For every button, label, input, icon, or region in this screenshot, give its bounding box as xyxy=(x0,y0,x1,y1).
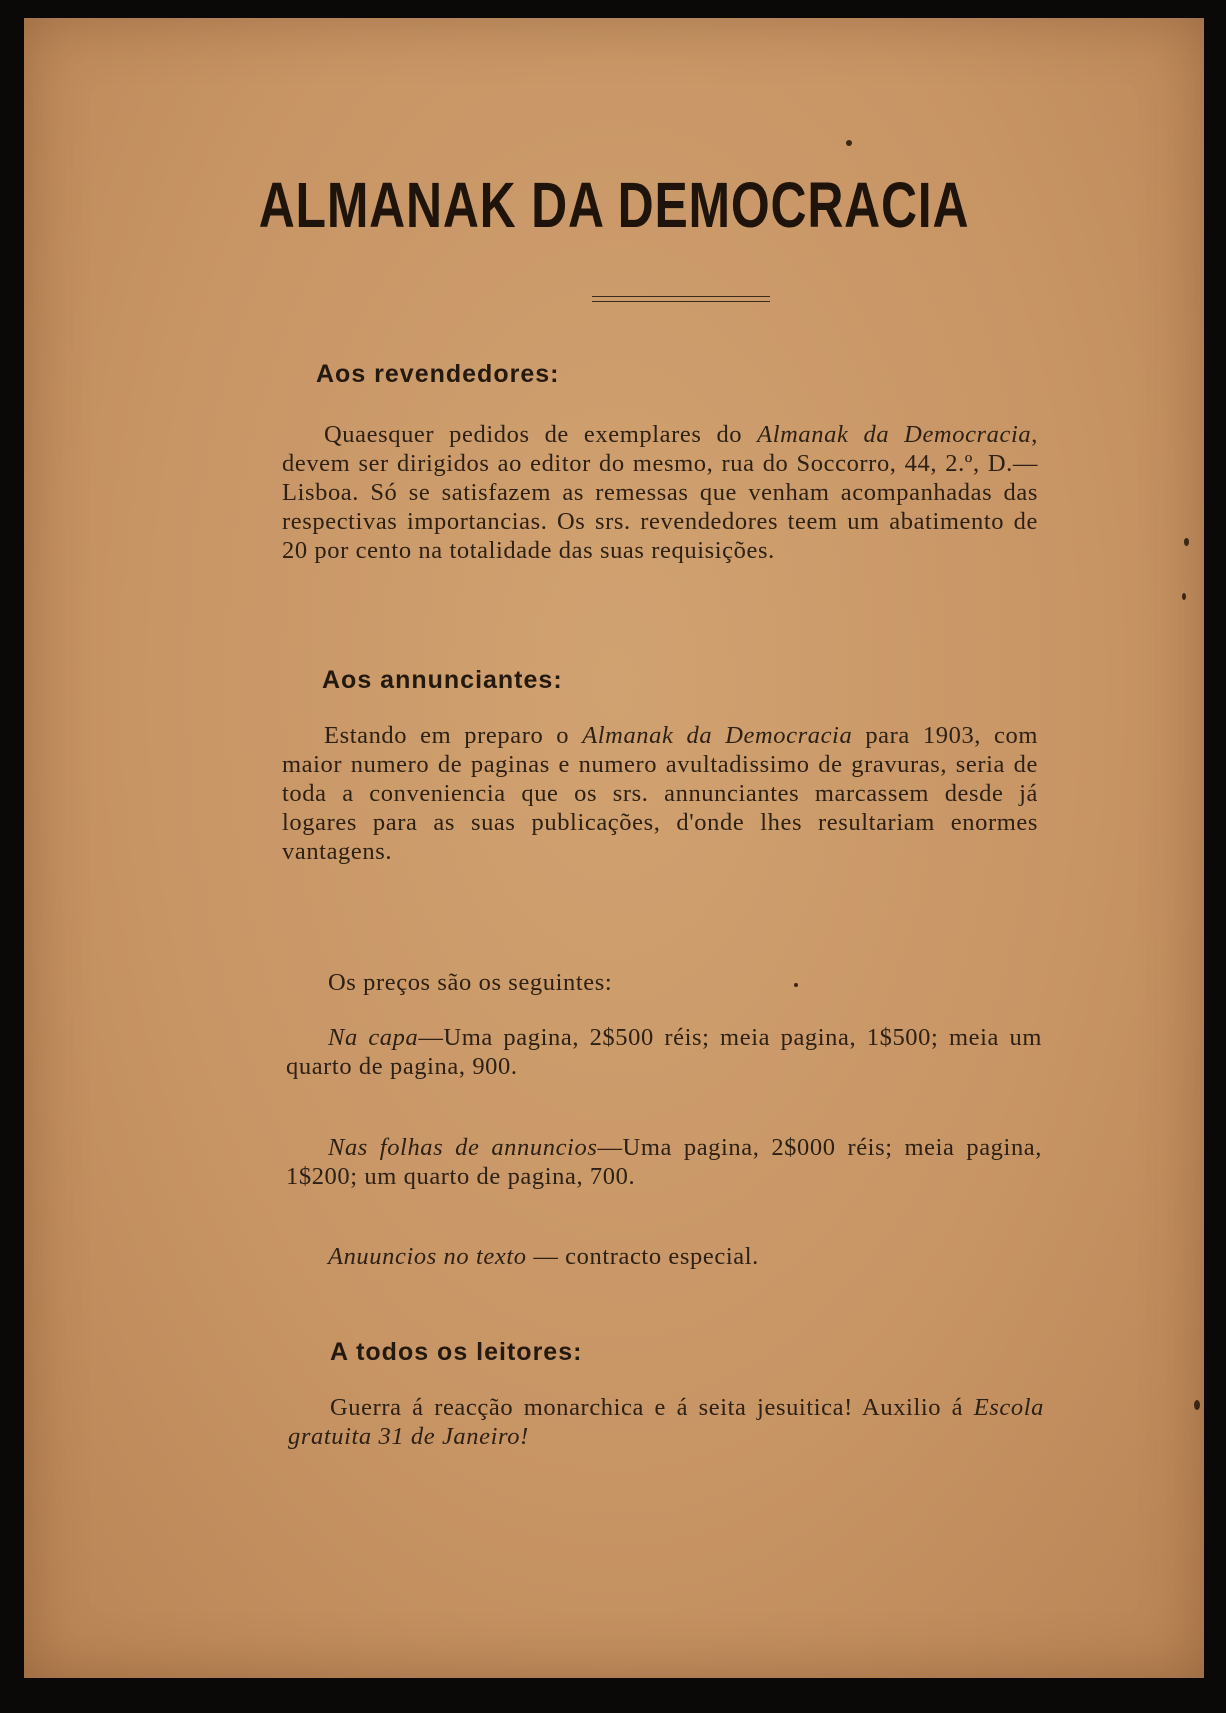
revendedores-italic: Almanak da Democracia xyxy=(757,421,1032,448)
title-rule xyxy=(592,296,770,297)
texto-label: Anuuncios no texto xyxy=(328,1243,527,1270)
revendedores-paragraph xyxy=(282,420,1038,565)
precos-texto xyxy=(328,1242,759,1271)
revendedores-text: Quaesquer pedidos de exemplares do xyxy=(324,421,758,448)
precos-folhas xyxy=(286,1133,1042,1191)
annunciantes-paragraph xyxy=(282,721,1038,866)
precos-capa xyxy=(286,1023,1042,1081)
capa-text: —Uma pagina, 2$500 réis; meia pagina, 1$500; meia um quarto de pagina, 900. xyxy=(286,1024,1042,1080)
annunciantes-text: para 1903, com maior numero de paginas e numero avultadissimo de gravuras, seria de toda a conveniencia que os srs. annunciantes marcassem desde já logares para as suas publicações, d'onde lhes resultariam enormes vantagens. xyxy=(282,722,1039,865)
paper-speck xyxy=(794,983,798,987)
annunciantes-italic: Almanak da Democracia xyxy=(582,722,853,749)
annunciantes-text: Estando em preparo o xyxy=(324,722,583,749)
annunciantes-heading: Aos annunciantes: xyxy=(322,666,563,694)
folhas-label: Nas folhas de annuncios xyxy=(328,1134,598,1161)
revendedores-text: , devem ser dirigidos ao editor do mesmo, rua do Soccorro, 44, 2.º, D.—Lisboa. Só se satisfazem as remessas que venham acompanhadas das respectivas importancias. Os srs. revendedores teem um abatimento de 20 por cento na totalidade das suas requisições. xyxy=(282,421,1038,564)
revendedores-heading: Aos revendedores: xyxy=(316,360,560,388)
paper-speck xyxy=(1182,593,1186,600)
paper-speck xyxy=(1184,538,1189,546)
leitores-paragraph xyxy=(288,1393,1044,1451)
paper-speck xyxy=(1194,1400,1200,1410)
paper-speck xyxy=(846,140,852,146)
leitores-heading: A todos os leitores: xyxy=(330,1338,583,1366)
texto-text: — contracto especial. xyxy=(526,1243,759,1270)
leitores-italic: Escola gratuita 31 de Janeiro! xyxy=(288,1394,1044,1450)
leitores-text: Guerra á reacção monarchica e á seita jesuitica! Auxilio á xyxy=(330,1394,974,1421)
capa-label: Na capa xyxy=(328,1024,419,1051)
page-title: ALMANAK DA DEMOCRACIA xyxy=(258,169,970,241)
precos-intro: Os preços são os seguintes: xyxy=(328,969,613,996)
title-rule xyxy=(592,301,770,302)
document-page xyxy=(24,18,1204,1678)
folhas-text: —Uma pagina, 2$000 réis; meia pagina, 1$200; um quarto de pagina, 700. xyxy=(286,1134,1042,1190)
